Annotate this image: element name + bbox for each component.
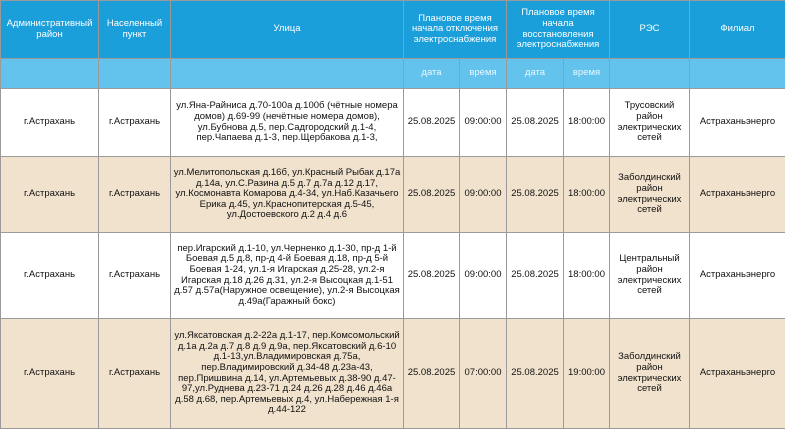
cell-street: пер.Игарский д.1-10, ул.Черненко д.1-30, пр-д 1-й Боевая д.5 д.8, пр-д 4-й Боевая д.18, пр-д 5-й Боевая 1-24, ул.1-я Игарская д.25-28, ул.2-я Игарская д.18 д.26 д.31, ул.2-я Высоцкая д.1-51 д.57 д.57а(Наружное освещение), ул.2-я Высоцкая д.49а(Гаражный бокс) (171, 233, 404, 319)
cell-street: ул.Яксатовская д.2-22а д.1-17, пер.Комсомольский д.1а д.2а д.7 д.8 д.9 д.9а, пер.Яксатовский д.6-10 д.1-13,ул.Владимировская д.75а, пер.Владимировский д.34-48 д.23а-43, пер.Пришвина д.14, ул.Артемьевых д.38-90 д.47-97,ул.Руднева д.23-71 д.24 д.26 д.28 д.46 д.46а д.58 д.68, пер.Артемьевых д.4, ул.Набережная 1-я д.44-122 (171, 319, 404, 429)
subheader-off-time: время (460, 59, 507, 89)
subheader-off-date: дата (404, 59, 460, 89)
cell-res: Трусовский район электрических сетей (610, 89, 690, 157)
table-header (1, 1, 785, 89)
subheader-on-date: дата (507, 59, 564, 89)
cell-street: ул.Яна-Райниса д.70-100а д.100б (чётные номера домов) д.69-99 (нечётные номера домов), ул.Бубнова д.5, пер.Садгородский д.1-4, пер.Чапаева д.1-3, пер.Щербакова д.1-3, (171, 89, 404, 157)
cell-district: г.Астрахань (1, 89, 99, 157)
cell-branch: Астраханьэнерго (690, 157, 785, 233)
cell-district: г.Астрахань (1, 319, 99, 429)
header-settlement: Населенный пункт (99, 1, 171, 59)
cell-settlement: г.Астрахань (99, 319, 171, 429)
cell-off-time: 09:00:00 (460, 233, 507, 319)
cell-res: Заболдинский район электрических сетей (610, 157, 690, 233)
header-district: Административный район (1, 1, 99, 59)
cell-district: г.Астрахань (1, 233, 99, 319)
table-row (1, 157, 785, 233)
cell-on-date: 25.08.2025 (507, 89, 564, 157)
header-off-time: Плановое время начала отключения электроснабжения (404, 1, 507, 59)
subheader-blank (99, 59, 171, 89)
table-row (1, 89, 785, 157)
cell-on-time: 18:00:00 (564, 157, 610, 233)
table-body (1, 89, 785, 429)
header-on-time: Плановое время начала восстановления электроснабжения (507, 1, 610, 59)
header-branch: Филиал (690, 1, 785, 59)
cell-off-date: 25.08.2025 (404, 89, 460, 157)
cell-branch: Астраханьэнерго (690, 89, 785, 157)
cell-res: Центральный район электрических сетей (610, 233, 690, 319)
cell-settlement: г.Астрахань (99, 157, 171, 233)
cell-off-time: 07:00:00 (460, 319, 507, 429)
subheader-blank (171, 59, 404, 89)
subheader-blank (1, 59, 99, 89)
cell-branch: Астраханьэнерго (690, 233, 785, 319)
header-res: РЭС (610, 1, 690, 59)
cell-on-time: 19:00:00 (564, 319, 610, 429)
cell-district: г.Астрахань (1, 157, 99, 233)
cell-off-date: 25.08.2025 (404, 157, 460, 233)
cell-settlement: г.Астрахань (99, 233, 171, 319)
cell-branch: Астраханьэнерго (690, 319, 785, 429)
cell-on-date: 25.08.2025 (507, 157, 564, 233)
table-row (1, 319, 785, 429)
cell-on-time: 18:00:00 (564, 89, 610, 157)
cell-off-date: 25.08.2025 (404, 233, 460, 319)
cell-street: ул.Мелитопольская д.16б, ул.Красный Рыбак д.17а д.14а, ул.С.Разина д.5 д.7 д.7а д.12 д.17, ул.Космонавта Комарова д.4-34, ул.Наб.Казачьего Ерика д.45, ул.Краснопитерская д.5-45, ул.Достоевского д.2 д.4 д.6 (171, 157, 404, 233)
cell-off-date: 25.08.2025 (404, 319, 460, 429)
cell-on-date: 25.08.2025 (507, 233, 564, 319)
header-street: Улица (171, 1, 404, 59)
subheader-on-time: время (564, 59, 610, 89)
cell-res: Заболдинский район электрических сетей (610, 319, 690, 429)
cell-on-time: 18:00:00 (564, 233, 610, 319)
table-row (1, 233, 785, 319)
subheader-blank (690, 59, 785, 89)
cell-on-date: 25.08.2025 (507, 319, 564, 429)
subheader-blank (610, 59, 690, 89)
cell-off-time: 09:00:00 (460, 157, 507, 233)
cell-off-time: 09:00:00 (460, 89, 507, 157)
cell-settlement: г.Астрахань (99, 89, 171, 157)
